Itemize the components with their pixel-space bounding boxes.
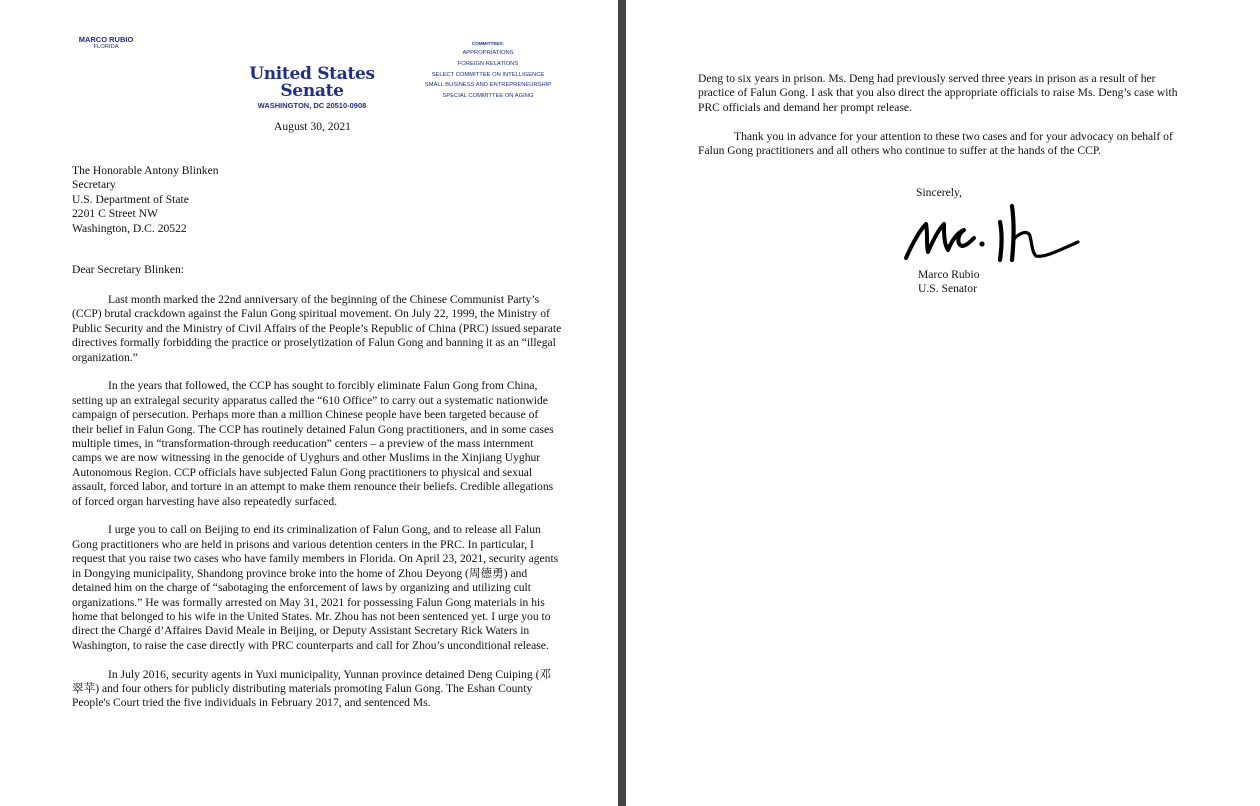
sender-name: MARCO RUBIO <box>78 35 134 44</box>
body-paragraph: Deng to six years in prison. Ms. Deng had previously served three years in prison as a result of her practice of Falun Gong. I ask that you also direct the appropriate officials to raise Ms. Deng’s case with PRC officials and demand her prompt release. <box>698 72 1178 114</box>
recipient-line: 2201 C Street NW <box>72 207 158 221</box>
body-paragraph: I urge you to call on Beijing to end its criminalization of Falun Gong, and to release all Falun Gong practitioners who are held in prisons and various detention centers in the PRC. In particular, I request that you raise two cases who have family members in Florida. On April 23, 2021, security agents in Dongying municipality, Shandong province broke into the home of Zhou Deyong (周德勇) and detained him on the charge of “sabotaging the enforcement of laws by organizing and utilizing cult organizations.” He was formally arrested on May 31, 2021 for possessing Falun Gong materials in his home that belonged to his wife in the United States. Mr. Zhou has not been sentenced yet. I urge you to direct the Chargé d’Affaires David Meale in Beijing, or Deputy Assistant Secretary Rick Waters in Washington, to raise the case directly with PRC counterparts and call for Zhou’s unconditional release. <box>72 523 559 652</box>
recipient-line: Washington, D.C. 20522 <box>72 221 187 235</box>
letter-page-1 <box>0 0 618 806</box>
committee-item: SPECIAL COMMITTEE ON AGING <box>442 93 534 100</box>
body-paragraph: Last month marked the 22nd anniversary of the beginning of the Chinese Communist Party’s (CCP) brutal crackdown against the Falun Gong spiritual movement. On July 22, 1999, the Ministry of Public Security and the Ministry of Civil Affairs of the People’s Republic of China (PRC) issued separate directives formally forbidding the practice or proselytization of Falun Gong and banning it as an “illegal organization.” <box>72 293 562 364</box>
sender-state: FLORIDA <box>93 43 119 50</box>
sender-block <box>76 36 136 50</box>
recipient-line: Secretary <box>72 178 116 192</box>
signer-block <box>918 268 980 297</box>
closing: Sincerely, <box>916 186 962 199</box>
senate-address: WASHINGTON, DC 20510-0908 <box>257 101 367 110</box>
committees-list <box>414 40 562 102</box>
body-paragraph: In the years that followed, the CCP has sought to forcibly eliminate Falun Gong from China, setting up an extralegal security apparatus called the “610 Office” to carry out a systematic nationwide campaign of persecution. Perhaps more than a million Chinese people have been targeted because of their belief in Falun Gong. The CCP has routinely detained Falun Gong practitioners, and in some cases multiple times, in “transformation-through reeducation” centers – a preview of the mass internment camps we are now witnessing in the genocide of Uyghurs and other Muslims in the Xinjiang Uyghur Autonomous Region. CCP officials have subjected Falun Gong practitioners to physical and sexual assault, forced labor, and torture in an attempt to make them renounce their beliefs. Credible allegations of forced organ harvesting have also repeatedly surfaced. <box>72 379 554 508</box>
letter-page-2 <box>626 0 1260 806</box>
salutation: Dear Secretary Blinken: <box>72 263 185 276</box>
senate-title: United States Senate <box>249 64 375 101</box>
handwritten-signature <box>902 200 1082 271</box>
committee-item: FOREIGN RELATIONS <box>457 60 519 67</box>
body-paragraph: Thank you in advance for your attention to these two cases and for your advocacy on behalf of Falun Gong practitioners and all others who continue to suffer at the hands of the CCP. <box>698 129 1173 158</box>
letter-body-page-2 <box>698 72 1192 173</box>
recipient-line: U.S. Department of State <box>72 192 189 206</box>
signer-name: Marco Rubio <box>918 268 980 281</box>
committee-item: SELECT COMMITTEE ON INTELLIGENCE <box>431 71 545 78</box>
signer-title: U.S. Senator <box>918 282 977 296</box>
committee-item: APPROPRIATIONS <box>462 50 514 56</box>
committees-header: COMMITTEES: <box>471 41 505 46</box>
letter-date: August 30, 2021 <box>274 120 351 133</box>
recipient-line: The Honorable Antony Blinken <box>72 164 219 177</box>
letter-body-page-1 <box>72 293 562 725</box>
recipient-address <box>72 164 219 236</box>
committee-item: SMALL BUSINESS AND ENTREPRENEURSHIP <box>424 82 552 89</box>
page-divider <box>618 0 626 806</box>
senate-letterhead <box>230 66 394 110</box>
body-paragraph: In July 2016, security agents in Yuxi municipality, Yunnan province detained Deng Cuiping (邓翠苹) and four others for publicly distributing materials promoting Falun Gong. The Eshan County People's Court tried the five individuals in February 2017, and sentenced Ms. <box>72 667 552 710</box>
